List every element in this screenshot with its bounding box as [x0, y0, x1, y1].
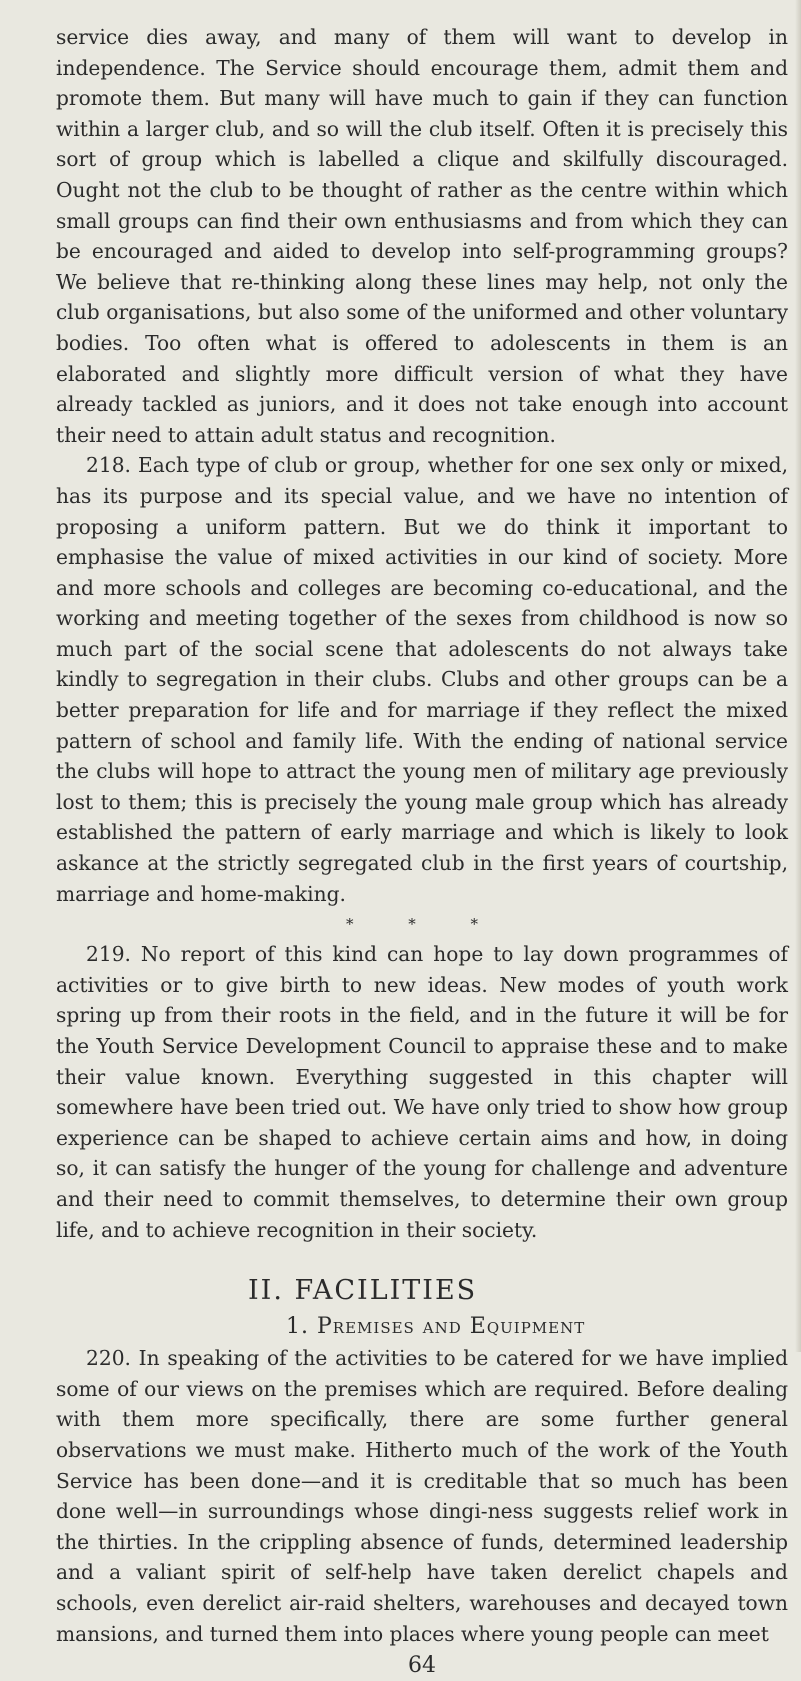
- paragraph-219: 219. No report of this kind can hope to lay down programmes of activities or to give birth to new ideas. New modes of youth work spring up from their roots in the field, and in the future it will be for the Youth Service Development Council to appraise these and to make their value known. Everything suggested in this chapter will somewhere have been tried out. We have only tried to show how group experience can be shaped to achieve certain aims and how, in doing so, it can satisfy the hunger of the young for challenge and adventure and their need to commit themselves, to determine their own group life, and to achieve recognition in their society.: [56, 942, 788, 1242]
- paragraph-218: 218. Each type of club or group, whether for one sex only or mixed, has its purpose and its special value, and we have no intention of proposing a uniform pattern. But we do think it important to emphasise the value of mixed activities in our kind of society. More and more schools and colleges are becoming co-educational, and the working and meeting together of the sexes from childhood is now so much part of the social scene that adolescents do not always take kindly to segregation in their clubs. Clubs and other groups can be a better preparation for life and for marriage if they reflect the mixed pattern of school and family life. With the ending of national service the clubs will hope to attract the young men of military age previously lost to them; this is precisely the young male group which has already established the pattern of early marriage and which is likely to look askance at the strictly segregated club in the first years of courtship, marriage and home-making.: [56, 453, 788, 906]
- paragraph-220: 220. In speaking of the activities to be catered for we have implied some of our views on the premises which are required. Before dealing with them more specifically, there are some further general observations we must make. Hitherto much of the work of the Youth Service has been done—and it is creditable that so much has been done well—in surroundings whose dingi-ness suggests relief work in the thirties. In the crippling absence of funds, determined leadership and a valiant spirit of self-help have taken derelict chapels and schools, even derelict air-raid shelters, warehouses and decayed town mansions, and turned them into places where young people can meet: [56, 1346, 788, 1646]
- body-text: [56, 22, 788, 1681]
- section-heading: II. FACILITIES: [248, 1275, 478, 1307]
- page-number: 64: [408, 1653, 436, 1679]
- sub-heading: 1. Premises and Equipment: [286, 1314, 586, 1340]
- paragraph-continuation: service dies away, and many of them will want to develop in independence. The Service should encourage them, admit them and promote them. But many will have much to gain if they can function within a larger club, and so will the club itself. Often it is precisely this sort of group which is labelled a clique and skilfully discouraged. Ought not the club to be thought of rather as the centre within which small groups can find their own enthusiasms and from which they can be encouraged and aided to develop into self-programming groups? We believe that re-thinking along these lines may help, not only the club organisations, but also some of the uniformed and other voluntary bodies. Too often what is offered to adolescents in them is an elaborated and slightly more difficult version of what they have already tackled as juniors, and it does not take enough into account their need to attain adult status and recognition.: [56, 25, 788, 447]
- page-edge-shadow: [795, 0, 801, 1352]
- section-separator: * * *: [346, 915, 479, 934]
